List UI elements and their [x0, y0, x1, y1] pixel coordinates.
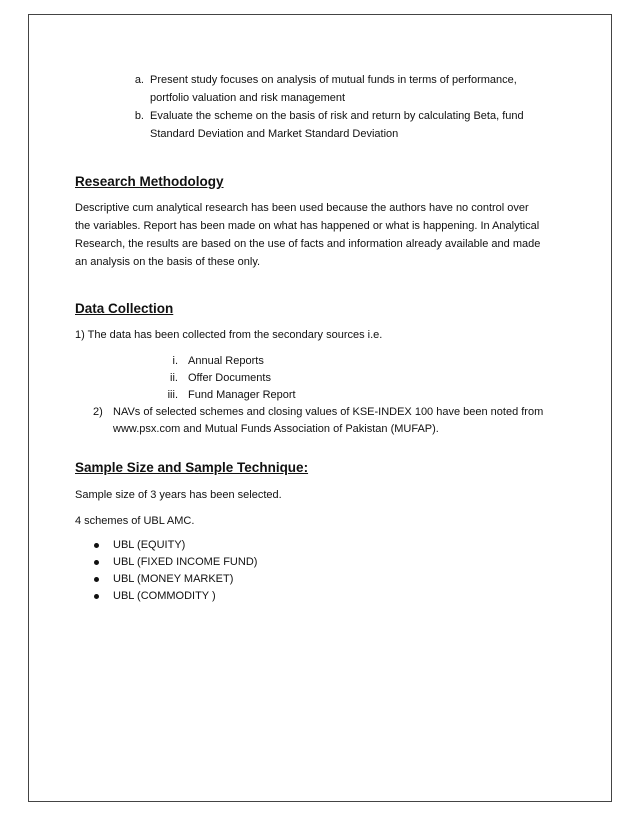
sample-schemes-text: 4 schemes of UBL AMC. — [75, 515, 195, 527]
list-marker-a: a. — [134, 74, 144, 86]
intro-item-a-line2: portfolio valuation and risk management — [150, 92, 346, 104]
roman-item-fund-manager-report: Fund Manager Report — [188, 389, 296, 401]
intro-item-a-line1: Present study focuses on analysis of mutual funds in terms of performance, — [150, 74, 517, 86]
research-methodology-heading: Research Methodology — [75, 174, 224, 189]
roman-marker-ii: ii. — [170, 372, 178, 384]
data-collection-item2-line2: www.psx.com and Mutual Funds Association of Pakistan (MUFAP). — [113, 423, 439, 435]
bullet-icon — [94, 560, 99, 565]
intro-item-b-line1: Evaluate the scheme on the basis of risk and return by calculating Beta, fund — [150, 110, 524, 122]
bullet-icon — [94, 543, 99, 548]
data-collection-item2-line1: NAVs of selected schemes and closing values of KSE-INDEX 100 have been noted from — [113, 406, 544, 418]
data-collection-item2-marker: 2) — [93, 406, 103, 418]
research-methodology-line1: Descriptive cum analytical research has been used because the authors have no control over — [75, 202, 529, 214]
bullet-icon — [94, 594, 99, 599]
bullet-icon — [94, 577, 99, 582]
data-collection-heading: Data Collection — [75, 301, 174, 316]
bullet-item-money-market: UBL (MONEY MARKET) — [113, 573, 234, 585]
sample-size-text: Sample size of 3 years has been selected. — [75, 489, 282, 501]
bullet-item-equity: UBL (EQUITY) — [113, 539, 186, 551]
research-methodology-line4: an analysis on the basis of these only. — [75, 256, 261, 268]
bullet-item-fixed-income: UBL (FIXED INCOME FUND) — [113, 556, 258, 568]
roman-marker-iii: iii. — [167, 389, 178, 401]
roman-marker-i: i. — [172, 355, 178, 367]
list-marker-b: b. — [134, 110, 144, 122]
sample-heading: Sample Size and Sample Technique: — [75, 460, 309, 475]
roman-item-annual-reports: Annual Reports — [188, 355, 264, 367]
intro-item-b-line2: Standard Deviation and Market Standard Deviation — [150, 128, 399, 140]
data-collection-item1: 1) The data has been collected from the secondary sources i.e. — [75, 329, 383, 341]
roman-item-offer-documents: Offer Documents — [188, 372, 271, 384]
research-methodology-line3: Research, the results are based on the use of facts and information already available and made — [75, 238, 541, 250]
research-methodology-line2: the variables. Report has been made on what has happened or what is happening. In Analytical — [75, 220, 540, 232]
bullet-item-commodity: UBL (COMMODITY ) — [113, 590, 216, 602]
